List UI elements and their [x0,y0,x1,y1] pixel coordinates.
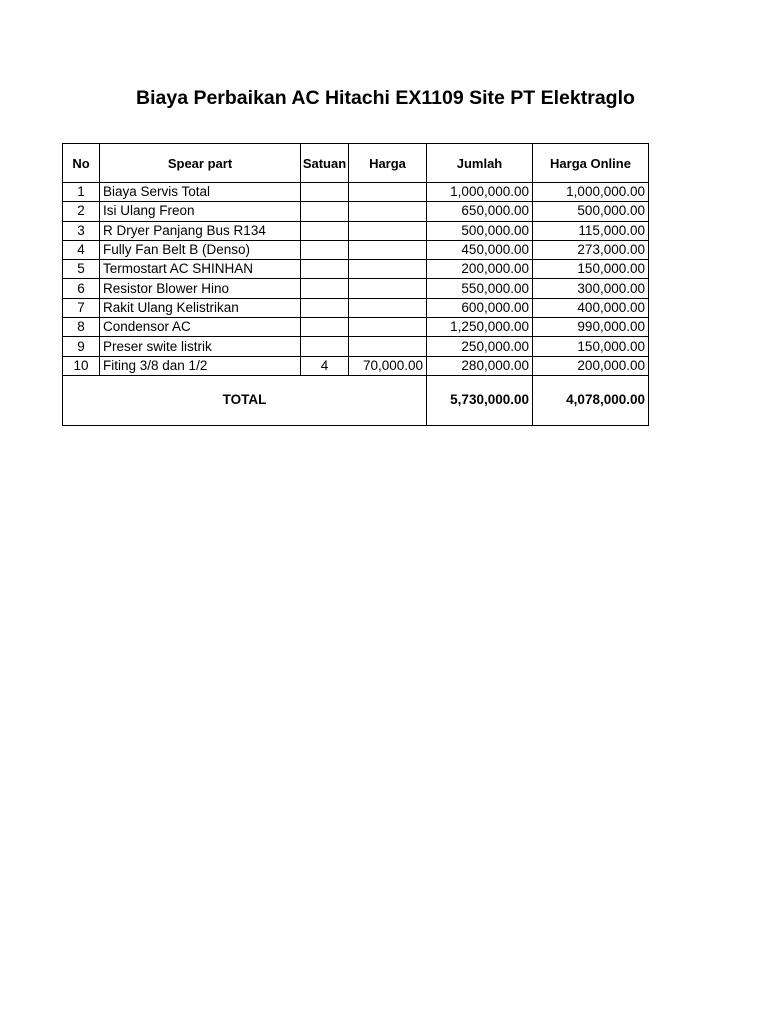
cell-satuan [301,337,349,356]
cell-satuan [301,183,349,202]
cell-harga [349,240,427,259]
cell-harga-online: 150,000.00 [533,337,649,356]
cell-satuan [301,279,349,298]
cell-no: 6 [63,279,100,298]
table-row [63,221,649,240]
total-harga-online: 4,078,000.00 [533,375,649,425]
cell-harga-online: 200,000.00 [533,356,649,375]
cell-satuan [301,318,349,337]
cell-jumlah: 1,000,000.00 [427,183,533,202]
table-row [63,356,649,375]
cell-spare-part: Isi Ulang Freon [100,202,301,221]
cell-satuan [301,260,349,279]
total-jumlah: 5,730,000.00 [427,375,533,425]
cell-harga-online: 150,000.00 [533,260,649,279]
total-label: TOTAL [63,375,427,425]
cell-harga [349,337,427,356]
cell-jumlah: 550,000.00 [427,279,533,298]
table-row [63,183,649,202]
cell-harga [349,298,427,317]
cell-satuan [301,221,349,240]
cell-no: 10 [63,356,100,375]
cell-no: 9 [63,337,100,356]
cell-harga [349,183,427,202]
cell-harga: 70,000.00 [349,356,427,375]
cell-no: 2 [63,202,100,221]
header-harga: Harga [349,144,427,183]
cell-harga [349,260,427,279]
cell-spare-part: Resistor Blower Hino [100,279,301,298]
cell-harga [349,279,427,298]
cell-harga [349,318,427,337]
cell-no: 4 [63,240,100,259]
header-jumlah: Jumlah [427,144,533,183]
cell-no: 7 [63,298,100,317]
cell-satuan [301,202,349,221]
cell-jumlah: 1,250,000.00 [427,318,533,337]
cell-harga-online: 400,000.00 [533,298,649,317]
cell-harga-online: 273,000.00 [533,240,649,259]
cell-jumlah: 200,000.00 [427,260,533,279]
cell-satuan: 4 [301,356,349,375]
cell-no: 3 [63,221,100,240]
cell-harga [349,202,427,221]
cell-jumlah: 600,000.00 [427,298,533,317]
cell-jumlah: 280,000.00 [427,356,533,375]
table-row [63,318,649,337]
header-row [63,144,649,183]
cell-spare-part: Biaya Servis Total [100,183,301,202]
cell-spare-part: Preser swite listrik [100,337,301,356]
table-row [63,202,649,221]
table-row [63,279,649,298]
cell-spare-part: Rakit Ulang Kelistrikan [100,298,301,317]
cell-spare-part: R Dryer Panjang Bus R134 [100,221,301,240]
cell-jumlah: 450,000.00 [427,240,533,259]
cell-spare-part: Condensor AC [100,318,301,337]
header-harga-online: Harga Online [533,144,649,183]
cell-harga-online: 500,000.00 [533,202,649,221]
cell-harga-online: 1,000,000.00 [533,183,649,202]
cell-harga-online: 300,000.00 [533,279,649,298]
cost-table [62,143,649,426]
table-row [63,337,649,356]
cell-satuan [301,298,349,317]
cell-satuan [301,240,349,259]
cell-jumlah: 650,000.00 [427,202,533,221]
cell-no: 1 [63,183,100,202]
cell-harga-online: 990,000.00 [533,318,649,337]
cell-spare-part: Fully Fan Belt B (Denso) [100,240,301,259]
header-no: No [63,144,100,183]
cell-no: 8 [63,318,100,337]
document-title: Biaya Perbaikan AC Hitachi EX1109 Site PT Elektraglo [136,87,635,109]
cell-jumlah: 500,000.00 [427,221,533,240]
table-row [63,298,649,317]
total-row [63,375,649,425]
cell-spare-part: Fiting 3/8 dan 1/2 [100,356,301,375]
header-satuan: Satuan [301,144,349,183]
cell-spare-part: Termostart AC SHINHAN [100,260,301,279]
cell-harga [349,221,427,240]
table-row [63,240,649,259]
cell-jumlah: 250,000.00 [427,337,533,356]
cell-harga-online: 115,000.00 [533,221,649,240]
cell-no: 5 [63,260,100,279]
table-row [63,260,649,279]
header-spare-part: Spear part [100,144,301,183]
